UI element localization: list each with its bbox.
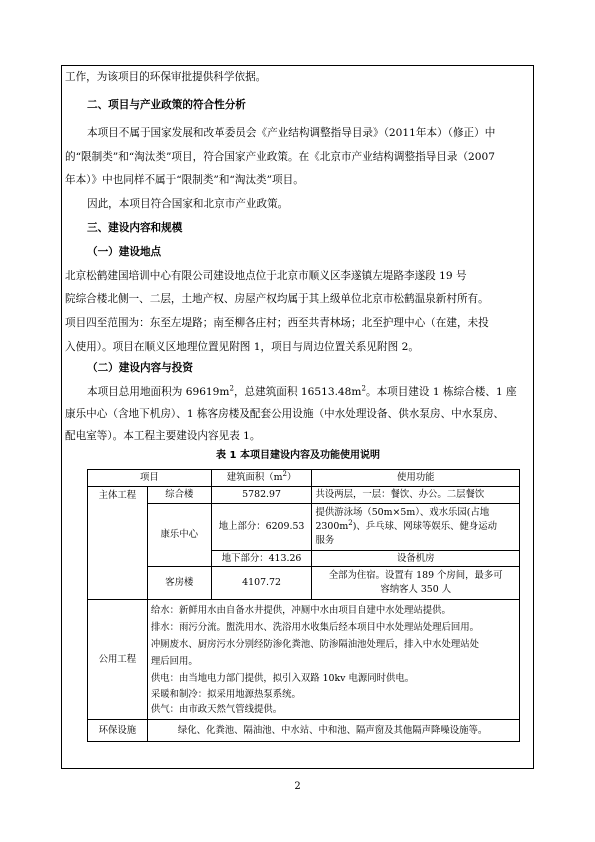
env-facilities-content: 绿化、化粪池、隔油池、中水站、中和池、隔声窗及其他隔声降噪设施等。 bbox=[147, 720, 519, 742]
building-area: 5782.97 bbox=[211, 487, 312, 504]
main-project-label: 主体工程 bbox=[88, 487, 148, 600]
building-area: 地下部分：413.26 bbox=[211, 551, 312, 567]
header-function: 使用功能 bbox=[312, 470, 520, 487]
header-item: 项目 bbox=[88, 470, 212, 487]
paragraph-line: 入使用）。项目在顺义区地理位置见附图 1，项目与周边位置关系见附图 2。 bbox=[65, 341, 419, 353]
paragraph-line: 本项目不属于国家发展和改革委员会《产业结构调整指导目录》（2011年本）（修正）中 bbox=[87, 127, 496, 139]
subsection-heading-1: （一）建设地点 bbox=[87, 246, 162, 258]
table-row bbox=[88, 504, 520, 551]
construction-table bbox=[87, 469, 520, 742]
paragraph-line: 北京松鹤建国培训中心有限公司建设地点位于北京市顺义区李遂镇左堤路李遂段 19 号 bbox=[65, 270, 467, 282]
building-name: 综合楼 bbox=[147, 487, 211, 504]
public-works-label: 公用工程 bbox=[88, 600, 148, 720]
building-function: 提供游泳场（50m×5m）、戏水乐园(占地 $2300m^2$)、乒乓球、网球等娱乐、健身运动 服务 bbox=[312, 504, 520, 551]
paragraph-line: 本项目总用地面积为 $69619m^2$，总建筑面积 $16513.48m^2$。本项目建设 1 栋综合楼、1 座 bbox=[87, 384, 517, 398]
paragraph-line: 配电室等）。本工程主要建设内容见表 1。 bbox=[65, 430, 261, 442]
building-function: 全部为住宿。设置有 189 个房间，最多可 容纳客人 350 人 bbox=[312, 567, 520, 600]
building-name: 客房楼 bbox=[147, 567, 211, 600]
table-caption: 表 1 本项目建设内容及功能使用说明 bbox=[216, 450, 380, 461]
paragraph-line: 康乐中心（含地下机房）、1 栋客房楼及配套公用设施（中水处理设备、供水泵房、中水泵房、 bbox=[65, 408, 505, 420]
page-number: 2 bbox=[294, 781, 301, 792]
subsection-heading-2: （二）建设内容与投资 bbox=[87, 362, 193, 374]
table-row bbox=[88, 600, 520, 720]
paragraph-line: 年本）》中也同样不属于“限制类”和“淘汰类”项目。 bbox=[65, 174, 304, 186]
section-heading-2: 二、项目与产业政策的符合性分析 bbox=[87, 99, 246, 111]
table-row bbox=[88, 487, 520, 504]
paragraph-line: 的“限制类”和“淘汰类”项目，符合国家产业政策。在《北京市产业结构调整指导目录（2007 bbox=[65, 151, 495, 163]
building-area: 地上部分：6209.53 bbox=[211, 504, 312, 551]
env-facilities-label: 环保设施 bbox=[88, 720, 148, 742]
table-row bbox=[88, 720, 520, 742]
section-heading-3: 三、建设内容和规模 bbox=[87, 222, 183, 234]
paragraph-line: 工作，为该项目的环保审批提供科学依据。 bbox=[65, 71, 267, 83]
building-name: 康乐中心 bbox=[147, 504, 211, 567]
table-header-row bbox=[88, 470, 520, 487]
public-works-content: 给水：新鲜用水由自备水井提供，冲厕中水由项目自建中水处理站提供。 排水：雨污分流。盥洗用水、洗浴用水收集后经本项目中水处理站处理后回用。 冲厕废水、厨房污水分别经防渗化粪池、防渗隔油池处理后，排入中水处理站处 理后回用。 供电：由当地电力部门提供，拟引入双路 10kv 电源同时供电。 采暖和制冷：拟采用地源热泵系统。 供气：由市政天然气管线提供。 bbox=[147, 600, 519, 720]
table-row bbox=[88, 567, 520, 600]
paragraph-line: 院综合楼北侧一、二层，土地产权、房屋产权均属于其上级单位北京市松鹤温泉新村所有。 bbox=[65, 293, 489, 305]
paragraph-line: 项目四至范围为：东至左堤路；南至柳各庄村；西至共青林场；北至护理中心（在建，未投 bbox=[65, 317, 489, 329]
header-area: 建筑面积$(m^2)$ bbox=[211, 470, 312, 487]
building-function: 设备机房 bbox=[312, 551, 520, 567]
building-area: 4107.72 bbox=[211, 567, 312, 600]
building-function: 共设两层，一层：餐饮、办公。二层餐饮 bbox=[312, 487, 520, 504]
paragraph-line: 因此，本项目符合国家和北京市产业政策。 bbox=[87, 198, 289, 210]
